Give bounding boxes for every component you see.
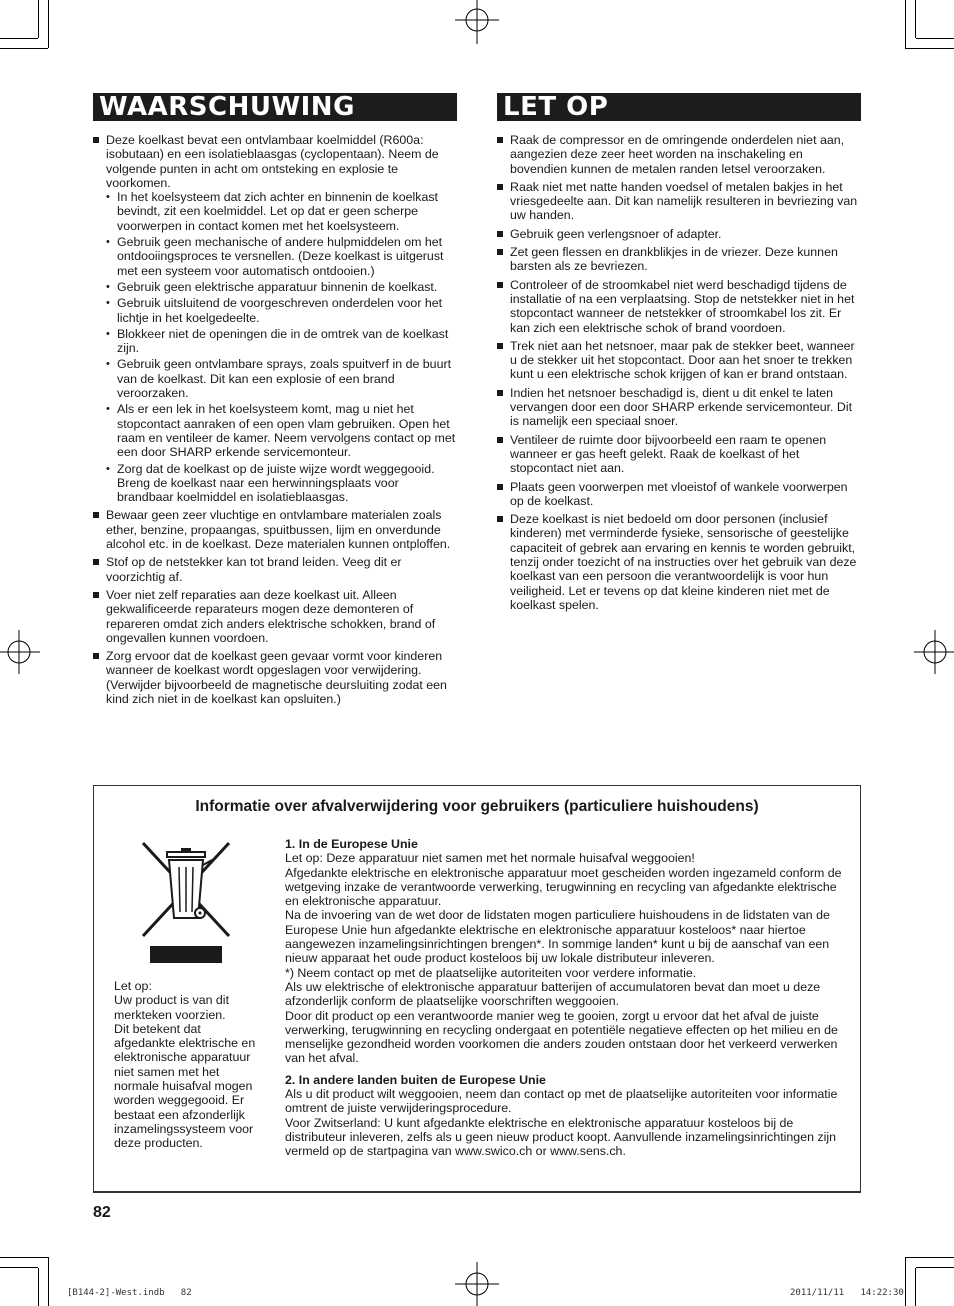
warning-subitem: • Zorg dat de koelkast op de juiste wijze wordt weggegooid. Breng de koelkast naar een herwinningsplaats voor brandbaar koelmiddel en isolatieblaasgas. <box>106 462 458 505</box>
warning-subitem: • Gebruik geen mechanische of andere hulpmiddelen om het ontdooiingsproces te versnellen. (Deze koelkast is uitgerust met een systeem voor automatisch ontdooien.) <box>106 235 458 278</box>
caution-item: Plaats geen voorwerpen met vloeistof of wankele voorwerpen op de koelkast. <box>497 480 862 509</box>
caution-item: Zet geen flessen en drankblikjes in de vriezer. Deze kunnen barsten als ze bevriezen. <box>497 245 862 274</box>
disposal-title: Informatie over afvalverwijdering voor gebruikers (particuliere huishoudens) <box>195 798 759 815</box>
section-other-heading: 2. In andere landen buiten de Europese Unie <box>285 1072 546 1087</box>
caution-item: Raak niet met natte handen voedsel of metalen bakjes in het vriesgedeelte aan. Dit kan namelijk resulteren in bevriezing van uw handen. <box>497 180 862 223</box>
warning-item-text: Deze koelkast bevat een ontvlambaar koelmiddel (R600a: isobutaan) en een isolatieblaasgas (cyclopentaan). Neem de volgende punten in acht om ontsteking en explosie te voorkomen. <box>106 133 439 190</box>
section-paragraph: Voor Zwitserland: U kunt afgedankte elektrische en elektronische apparatuur kosteloos bij de distributeur inleveren, zelfs als u geen nieuw product koopt. Aanvullende inzamelingsinrichtingen zijn vermeld op de startpagina van www.swico.ch or www.sens.ch. <box>285 1115 837 1159</box>
caution-item: Gebruik geen verlengsnoer of adapter. <box>497 227 862 241</box>
registration-mark-left-icon <box>0 630 40 674</box>
warning-subitem: • Gebruik uitsluitend de voorgeschreven onderdelen voor het lichtje in het koelgedeelte. <box>106 296 458 325</box>
warning-item: Stof op de netstekker kan tot brand leiden. Veeg dit er voorzichtig af. <box>93 555 458 584</box>
caution-column <box>497 133 862 616</box>
warning-item: Voer niet zelf reparaties aan deze koelkast uit. Alleen gekwalificeerde reparateurs mogen deze demonteren of repareren omdat zich anders elektrische schokken, brand of ongevallen kunnen voordoen. <box>93 588 458 645</box>
caution-item: Ventileer de ruimte door bijvoorbeeld een raam te openen wanneer er gas heeft gelekt. Raak de koelkast of het stopcontact niet aan. <box>497 433 862 476</box>
disposal-note <box>114 979 264 1151</box>
warning-subitem: • Gebruik geen ontvlambare sprays, zoals spuitverf in de buurt van de koelkast. Dit kan een explosie of een brand veroorzaken. <box>106 357 458 400</box>
caution-item: Deze koelkast is niet bedoeld om door personen (inclusief kinderen) met verminderde fysieke, sensorische of geestelijke capaciteit of gebrek aan ervaring en kennis te worden gebruikt, tenzij onder toezicht of na instructies over het gebruik van deze koelkast van een persoon die verantwoordelijk is voor hun veiligheid. Let er tevens op dat kleine kinderen niet met de koelkast spelen. <box>497 512 862 612</box>
section-paragraph: Als u dit product wilt weggooien, neem dan contact op met de plaatselijke autoriteiten voor informatie omtrent de juiste verwijderingsprocedure. <box>285 1087 838 1116</box>
warning-subitem: • Als er een lek in het koelsysteem komt, mag u niet het stopcontact aanraken of een open vlam gebruiken. Open het raam en ventileer de kamer. Neem vervolgens contact op met een door SHARP erkende servicemonteur. <box>106 402 458 459</box>
section-paragraph: Door dit product op een verantwoorde manier weg te gooien, zorgt u ervoor dat het afval de juiste verwerking, terugwinning en recycling ondergaat en potentiële negatieve effecten op het milieu en de menselijke gezondheid worden voorkomen die anders zouden ontstaan door het verkeerd verwerken van het afval. <box>285 1008 838 1066</box>
caution-item: Raak de compressor en de omringende onderdelen niet aan, aangezien deze zeer heet worden na inschakeling en bovendien kunnen de metalen randen letsel veroorzaken. <box>497 133 862 176</box>
note-label: Let op: <box>114 979 152 993</box>
caution-item: Controleer of de stroomkabel niet werd beschadigd tijdens de installatie of na een verplaatsing. Stop de netstekker niet in het stopcontact wanneer de netstekker of stroomkabel los zit. Er kan zich een elektrische schok of brand voordoen. <box>497 278 862 335</box>
footer-file: [B144-2]-West.indb 82 <box>67 1288 192 1298</box>
note-line: Dit betekent dat afgedankte elektrische en elektronische apparatuur niet samen met het normale huisafval mogen worden weggegooid. Er bestaat een afzonderlijk inzamelingssysteem voor deze producten. <box>114 1021 256 1151</box>
registration-mark-top-icon <box>455 0 499 44</box>
warning-item: Zorg ervoor dat de koelkast geen gevaar vormt voor kinderen wanneer de koelkast wordt opgeslagen voor verwijdering. (Verwijder bijvoorbeeld de magnetische deursluiting zodat een kind zich niet in de koelkast kan opsluiten.) <box>93 649 458 706</box>
caution-item: Trek niet aan het netsnoer, maar pak de stekker beet, wanneer u de stekker uit het stopcontact. Door aan het snoer te trekken kunt u een elektrische schok krijgen of kan er brand ontstaan. <box>497 339 862 382</box>
note-line: Uw product is van dit merkteken voorzien. <box>114 993 230 1022</box>
footer-timestamp: 2011/11/11 14:22:30 <box>790 1288 904 1298</box>
registration-mark-bottom-icon <box>455 1262 499 1306</box>
warning-subitem: • Gebruik geen elektrische apparatuur binnenin de koelkast. <box>106 280 458 294</box>
section-paragraph: Als uw elektrische of elektronische apparatuur batterijen of accumulatoren bevat dan moet u deze afzonderlijk conform de plaatselijke voorschriften weggooien. <box>285 979 821 1009</box>
crossed-out-wheelie-bin-icon <box>140 840 232 966</box>
section-paragraph: Na de invoering van de wet door de lidstaten mogen particuliere huishoudens in de lidstaten van de Europese Unie hun afgedankte elektrische en elektronische apparatuur kosteloos* naar hiertoe aangewezen inzamelingsinrichtingen brengen*. In sommige landen* kunt u bij de aanschaf van een nieuw apparaat het oude product kosteloos bij uw lokale distributeur inleveren. <box>285 908 830 966</box>
warning-heading: WAARSCHUWING <box>93 93 457 121</box>
page-number: 82 <box>93 1204 111 1221</box>
section-paragraph: Let op: Deze apparatuur niet samen met het normale huisafval weggooien! <box>285 851 695 866</box>
warning-item <box>93 133 458 504</box>
warning-item: Bewaar geen zeer vluchtige en ontvlambare materialen zoals ether, benzine, propaangas, spuitbussen, lijm en onverdunde alcohol etc. in de koelkast. Deze materialen kunnen ontploffen. <box>93 508 458 551</box>
warning-column <box>93 133 458 710</box>
section-paragraph: *) Neem contact op met de plaatselijke autoriteiten voor verdere informatie. <box>285 965 697 980</box>
warning-subitem: • Blokkeer niet de openingen die in de omtrek van de koelkast zijn. <box>106 327 458 356</box>
warning-subitem: • In het koelsysteem dat zich achter en binnenin de koelkast bevindt, zit een koelmiddel. Let op dat er geen scherpe voorwerpen in contact komen met het koelsysteem. <box>106 190 458 233</box>
caution-heading: LET OP <box>497 93 861 121</box>
section-paragraph: Afgedankte elektrische en elektronische apparatuur moet gescheiden worden ingezameld conform de wetgeving inzake de verantwoorde verwerking, terugwinning en recycling van afgedankte elektrische en elektronische apparatuur. <box>285 865 842 909</box>
section-eu-heading: 1. In de Europese Unie <box>285 837 418 851</box>
caution-item: Indien het netsnoer beschadigd is, dient u dit enkel te laten vervangen door een door SHARP erkende servicemonteur. Dit is namelijk een speciaal snoer. <box>497 386 862 429</box>
registration-mark-right-icon <box>914 630 954 674</box>
disposal-sections <box>285 837 845 1159</box>
